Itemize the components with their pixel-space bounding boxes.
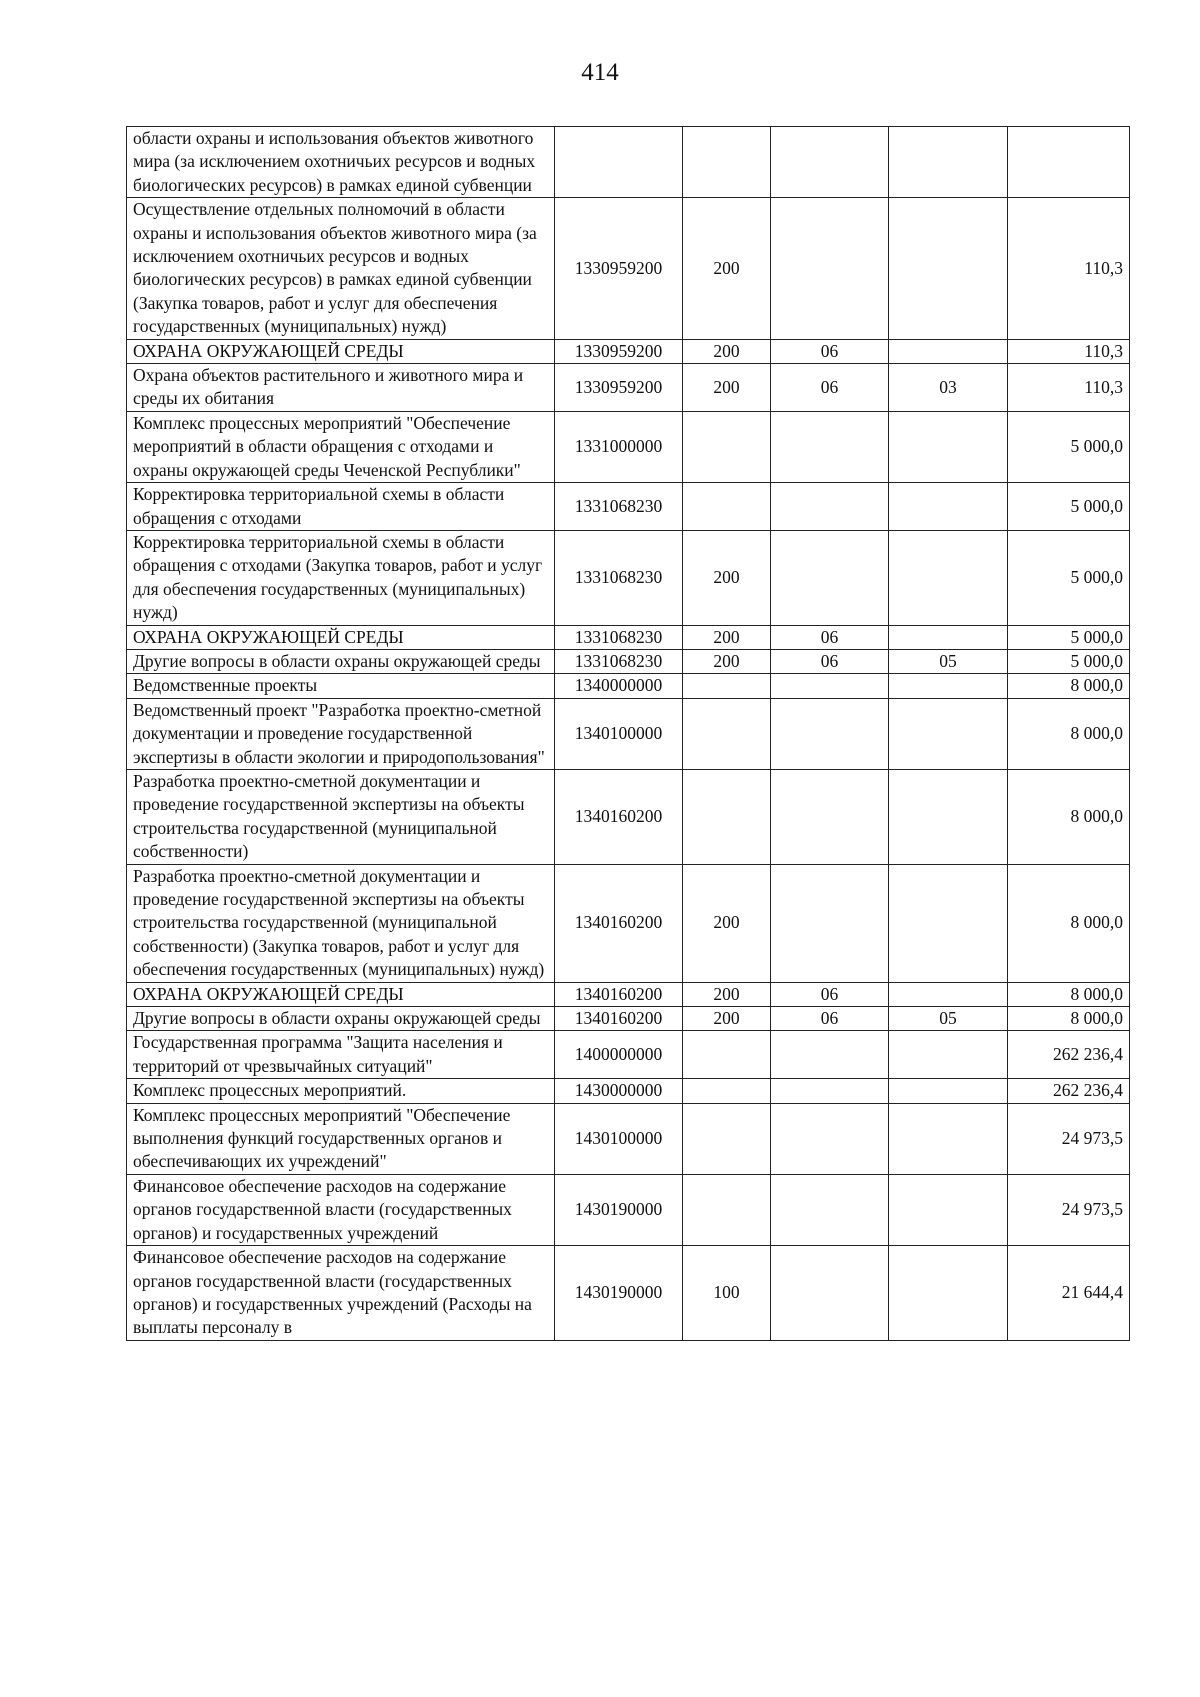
row-code-cell: 1331068230: [555, 625, 683, 649]
row-subsection-cell: [889, 1079, 1008, 1103]
row-section-cell: [771, 769, 889, 864]
table-row: [127, 649, 1130, 673]
table-row: [127, 864, 1130, 982]
row-expense-type-cell: 200: [683, 1007, 771, 1031]
row-amount-cell: [1008, 127, 1130, 198]
row-subsection-cell: [889, 127, 1008, 198]
row-name-cell: Финансовое обеспечение расходов на содержание органов государственной власти (государственных органов) и государственных учреждений: [127, 1174, 555, 1245]
row-amount-cell: 110,3: [1008, 198, 1130, 339]
row-code-cell: [555, 127, 683, 198]
row-name-cell: ОХРАНА ОКРУЖАЮЩЕЙ СРЕДЫ: [127, 625, 555, 649]
row-subsection-cell: [889, 483, 1008, 531]
row-code-cell: 1331068230: [555, 649, 683, 673]
row-subsection-cell: [889, 1246, 1008, 1341]
row-section-cell: [771, 864, 889, 982]
row-amount-cell: 262 236,4: [1008, 1031, 1130, 1079]
row-amount-cell: 8 000,0: [1008, 674, 1130, 698]
row-expense-type-cell: [683, 674, 771, 698]
row-subsection-cell: [889, 674, 1008, 698]
row-subsection-cell: [889, 1031, 1008, 1079]
row-code-cell: 1430190000: [555, 1174, 683, 1245]
row-amount-cell: 5 000,0: [1008, 649, 1130, 673]
row-code-cell: 1340100000: [555, 698, 683, 769]
row-section-cell: 06: [771, 649, 889, 673]
row-subsection-cell: 03: [889, 364, 1008, 412]
row-code-cell: 1331068230: [555, 530, 683, 625]
table-row: [127, 1246, 1130, 1341]
row-subsection-cell: [889, 1174, 1008, 1245]
row-section-cell: 06: [771, 625, 889, 649]
row-section-cell: 06: [771, 364, 889, 412]
row-code-cell: 1331000000: [555, 411, 683, 482]
row-expense-type-cell: [683, 769, 771, 864]
page-number: 414: [581, 59, 619, 86]
row-code-cell: 1430100000: [555, 1103, 683, 1174]
row-subsection-cell: [889, 198, 1008, 339]
table-row: [127, 982, 1130, 1006]
row-section-cell: [771, 698, 889, 769]
row-section-cell: [771, 1246, 889, 1341]
row-name-cell: Разработка проектно-сметной документации и проведение государственной экспертизы на объекты строительства государственной (муниципальной собственности) (Закупка товаров, работ и услуг для обеспечения государственных (муниципальных) нужд): [127, 864, 555, 982]
row-section-cell: [771, 1103, 889, 1174]
row-expense-type-cell: 200: [683, 364, 771, 412]
row-name-cell: Комплекс процессных мероприятий "Обеспечение мероприятий в области обращения с отходами и охраны окружающей среды Чеченской Республики": [127, 411, 555, 482]
row-subsection-cell: [889, 769, 1008, 864]
row-section-cell: 06: [771, 339, 889, 363]
row-code-cell: 1331068230: [555, 483, 683, 531]
table-row: [127, 1174, 1130, 1245]
row-section-cell: [771, 1079, 889, 1103]
row-name-cell: Ведомственные проекты: [127, 674, 555, 698]
row-code-cell: 1430000000: [555, 1079, 683, 1103]
row-subsection-cell: [889, 864, 1008, 982]
row-name-cell: Разработка проектно-сметной документации и проведение государственной экспертизы на объекты строительства государственной (муниципальной собственности): [127, 769, 555, 864]
row-expense-type-cell: 200: [683, 982, 771, 1006]
table-row: [127, 364, 1130, 412]
table-row: [127, 127, 1130, 198]
row-name-cell: Комплекс процессных мероприятий "Обеспечение выполнения функций государственных органов и обеспечивающих их учреждений": [127, 1103, 555, 1174]
row-name-cell: Охрана объектов растительного и животного мира и среды их обитания: [127, 364, 555, 412]
row-amount-cell: 5 000,0: [1008, 411, 1130, 482]
row-section-cell: [771, 411, 889, 482]
table-row: [127, 1103, 1130, 1174]
row-subsection-cell: [889, 411, 1008, 482]
row-subsection-cell: [889, 982, 1008, 1006]
row-name-cell: ОХРАНА ОКРУЖАЮЩЕЙ СРЕДЫ: [127, 982, 555, 1006]
row-expense-type-cell: [683, 411, 771, 482]
row-amount-cell: 24 973,5: [1008, 1174, 1130, 1245]
row-amount-cell: 24 973,5: [1008, 1103, 1130, 1174]
row-amount-cell: 21 644,4: [1008, 1246, 1130, 1341]
row-expense-type-cell: 200: [683, 625, 771, 649]
row-code-cell: 1330959200: [555, 339, 683, 363]
row-amount-cell: 5 000,0: [1008, 625, 1130, 649]
table-row: [127, 339, 1130, 363]
row-expense-type-cell: 200: [683, 649, 771, 673]
row-amount-cell: 110,3: [1008, 339, 1130, 363]
row-code-cell: 1430190000: [555, 1246, 683, 1341]
row-section-cell: [771, 127, 889, 198]
table-row: [127, 674, 1130, 698]
table-row: [127, 769, 1130, 864]
row-expense-type-cell: [683, 1031, 771, 1079]
row-amount-cell: 110,3: [1008, 364, 1130, 412]
row-expense-type-cell: 200: [683, 864, 771, 982]
row-amount-cell: 8 000,0: [1008, 864, 1130, 982]
row-section-cell: [771, 1031, 889, 1079]
row-code-cell: 1330959200: [555, 364, 683, 412]
row-expense-type-cell: [683, 1079, 771, 1103]
row-expense-type-cell: 100: [683, 1246, 771, 1341]
budget-table-body: [127, 127, 1130, 1341]
row-name-cell: Ведомственный проект "Разработка проектно-сметной документации и проведение государственной экспертизы в области экологии и природопользования": [127, 698, 555, 769]
row-section-cell: 06: [771, 1007, 889, 1031]
row-name-cell: Другие вопросы в области охраны окружающей среды: [127, 1007, 555, 1031]
table-row: [127, 625, 1130, 649]
table-row: [127, 530, 1130, 625]
row-code-cell: 1340160200: [555, 864, 683, 982]
row-section-cell: 06: [771, 982, 889, 1006]
table-row: [127, 411, 1130, 482]
table-row: [127, 1079, 1130, 1103]
row-expense-type-cell: 200: [683, 530, 771, 625]
row-name-cell: Корректировка территориальной схемы в области обращения с отходами (Закупка товаров, работ и услуг для обеспечения государственных (муниципальных) нужд): [127, 530, 555, 625]
row-amount-cell: 5 000,0: [1008, 483, 1130, 531]
row-subsection-cell: 05: [889, 1007, 1008, 1031]
table-row: [127, 1031, 1130, 1079]
row-expense-type-cell: 200: [683, 339, 771, 363]
row-code-cell: 1340160200: [555, 982, 683, 1006]
row-subsection-cell: [889, 1103, 1008, 1174]
row-expense-type-cell: [683, 698, 771, 769]
row-section-cell: [771, 1174, 889, 1245]
row-expense-type-cell: [683, 127, 771, 198]
row-expense-type-cell: 200: [683, 198, 771, 339]
budget-table: [126, 126, 1130, 1341]
row-section-cell: [771, 674, 889, 698]
row-section-cell: [771, 483, 889, 531]
row-amount-cell: 8 000,0: [1008, 982, 1130, 1006]
row-name-cell: Корректировка территориальной схемы в области обращения с отходами: [127, 483, 555, 531]
row-code-cell: 1340000000: [555, 674, 683, 698]
row-expense-type-cell: [683, 1103, 771, 1174]
row-code-cell: 1330959200: [555, 198, 683, 339]
row-amount-cell: 8 000,0: [1008, 698, 1130, 769]
row-expense-type-cell: [683, 483, 771, 531]
row-section-cell: [771, 198, 889, 339]
row-amount-cell: 262 236,4: [1008, 1079, 1130, 1103]
row-subsection-cell: [889, 625, 1008, 649]
row-subsection-cell: 05: [889, 649, 1008, 673]
row-code-cell: 1340160200: [555, 1007, 683, 1031]
row-subsection-cell: [889, 339, 1008, 363]
row-name-cell: Осуществление отдельных полномочий в области охраны и использования объектов животного мира (за исключением охотничьих ресурсов и водных биологических ресурсов) в рамках единой субвенции (Закупка товаров, работ и услуг для обеспечения государственных (муниципальных) нужд): [127, 198, 555, 339]
row-name-cell: Государственная программа "Защита населения и территорий от чрезвычайных ситуаций": [127, 1031, 555, 1079]
row-name-cell: Финансовое обеспечение расходов на содержание органов государственной власти (государственных органов) и государственных учреждений (Расходы на выплаты персоналу в: [127, 1246, 555, 1341]
row-name-cell: области охраны и использования объектов животного мира (за исключением охотничьих ресурсов и водных биологических ресурсов) в рамках единой субвенции: [127, 127, 555, 198]
row-amount-cell: 8 000,0: [1008, 1007, 1130, 1031]
row-subsection-cell: [889, 698, 1008, 769]
row-code-cell: 1340160200: [555, 769, 683, 864]
row-code-cell: 1400000000: [555, 1031, 683, 1079]
table-row: [127, 1007, 1130, 1031]
row-amount-cell: 5 000,0: [1008, 530, 1130, 625]
table-row: [127, 698, 1130, 769]
row-name-cell: Комплекс процессных мероприятий.: [127, 1079, 555, 1103]
row-amount-cell: 8 000,0: [1008, 769, 1130, 864]
row-name-cell: ОХРАНА ОКРУЖАЮЩЕЙ СРЕДЫ: [127, 339, 555, 363]
row-expense-type-cell: [683, 1174, 771, 1245]
table-row: [127, 483, 1130, 531]
row-section-cell: [771, 530, 889, 625]
table-row: [127, 198, 1130, 339]
row-name-cell: Другие вопросы в области охраны окружающей среды: [127, 649, 555, 673]
row-subsection-cell: [889, 530, 1008, 625]
